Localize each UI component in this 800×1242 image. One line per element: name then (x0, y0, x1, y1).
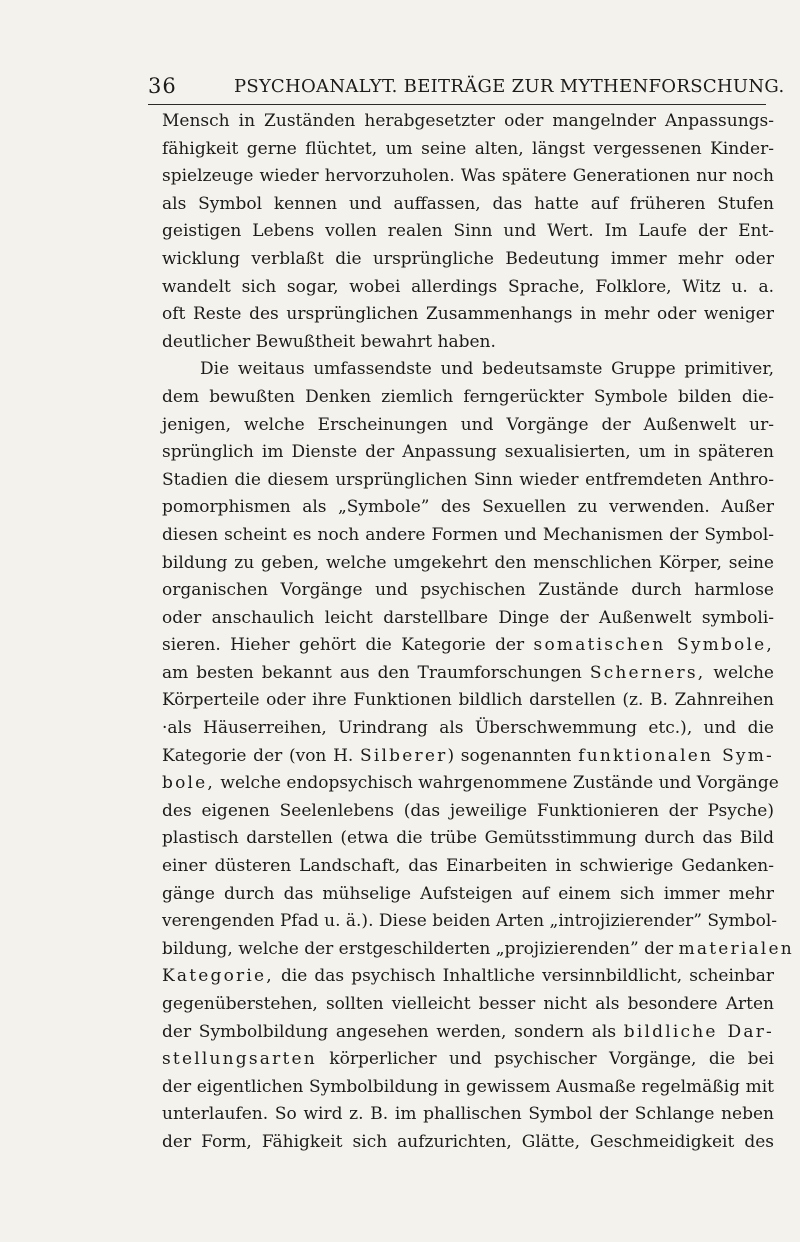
text-run: körperlicher und psychischer Vorgänge, die bei (316, 1049, 774, 1070)
text-line: wicklung verblaßt die ursprüngliche Bedeutung immer mehr oder (162, 248, 774, 269)
text-line: diesen scheint es noch andere Formen und Mechanismen der Symbol- (162, 524, 774, 545)
text-run: sieren. Hieher gehört die Kategorie der (162, 635, 534, 656)
text-run: der Symbolbildung angesehen werden, sondern als (162, 1021, 624, 1042)
text-line: organischen Vorgänge und psychischen Zustände durch harmlose (162, 580, 774, 601)
spaced-term: bildliche Dar- (623, 1021, 774, 1042)
text-line: spielzeuge wieder hervorzuholen. Was spätere Generationen nur noch (162, 166, 774, 187)
text-line: Mensch in Zuständen herabgesetzter oder mangelnder Anpassungs- (162, 111, 774, 131)
text-line: als Symbol kennen und auffassen, das hatte auf früheren Stufen (162, 193, 774, 214)
text-line (162, 1019, 774, 1047)
header-rule (148, 104, 766, 105)
text-line (162, 963, 774, 991)
text-line: fähigkeit gerne flüchtet, um seine alten, längst vergessenen Kinder- (162, 138, 774, 159)
text-line (162, 632, 774, 660)
spaced-term: Kategorie, (162, 966, 274, 987)
text-run: ) sogenannten (447, 745, 579, 766)
text-line: Stadien die diesem ursprünglichen Sinn wieder entfremdeten Anthro- (162, 469, 774, 490)
text-line: pomorphismen als „Symbole” des Sexuellen zu verwenden. Außer (162, 497, 774, 518)
page-header (148, 74, 785, 104)
text-line: einer düsteren Landschaft, das Einarbeiten in schwierige Gedanken- (162, 856, 774, 877)
text-line: oder anschaulich leicht darstellbare Dinge der Außenwelt symboli- (162, 607, 774, 628)
text-run: bildung, welche der erstgeschilderten „projizierenden” der (162, 938, 679, 959)
text-line (162, 743, 774, 771)
text-line: oft Reste des ursprünglichen Zusammenhangs in mehr oder weniger (162, 304, 774, 325)
spaced-name: Scherners, (589, 662, 706, 683)
text-run: die das psychisch Inhaltliche versinnbildlicht, scheinbar (273, 966, 774, 987)
running-title: PSYCHOANALYT. BEITRÄGE ZUR MYTHENFORSCHUNG. (234, 76, 785, 97)
text-line: der Form, Fähigkeit sich aufzurichten, Glätte, Geschmeidigkeit des (162, 1131, 774, 1152)
text-run: welche endopsychisch wahrgenommene Zustände und Vorgänge (215, 773, 779, 794)
body-text (162, 108, 794, 1157)
text-line: gegenüberstehen, sollten vielleicht besser nicht als besondere Arten (162, 994, 774, 1014)
text-line: bildung zu geben, welche umgekehrt den menschlichen Körper, seine (162, 552, 774, 573)
text-line: geistigen Lebens vollen realen Sinn und Wert. Im Laufe der Ent- (162, 221, 774, 242)
spaced-term: stellungsarten (162, 1049, 317, 1070)
text-line: gänge durch das mühselige Aufsteigen auf einem sich immer mehr (162, 883, 774, 904)
text-line (162, 936, 794, 964)
spaced-term: bole, (162, 773, 216, 794)
text-run: Kategorie der (von H. (162, 745, 361, 766)
text-line: deutlicher Bewußtheit bewahrt haben. (162, 331, 496, 352)
text-line: wandelt sich sogar, wobei allerdings Sprache, Folklore, Witz u. a. (162, 276, 774, 297)
text-line: unterlaufen. So wird z. B. im phallischen Symbol der Schlange neben (162, 1104, 774, 1125)
text-line: des eigenen Seelenlebens (das jeweilige Funktionieren der Psyche) (162, 800, 774, 821)
paragraph-start-line: Die weitaus umfassendste und bedeutsamste Gruppe primitiver, (200, 359, 774, 380)
spaced-name: Silberer (360, 745, 448, 766)
text-line: Körperteile oder ihre Funktionen bildlich darstellen (z. B. Zahnreihen (162, 690, 774, 711)
text-line (162, 770, 779, 798)
page-number: 36 (148, 74, 177, 98)
text-line: plastisch darstellen (etwa die trübe Gemütsstimmung durch das Bild (162, 828, 774, 849)
text-line: sprünglich im Dienste der Anpassung sexualisierten, um in späteren (162, 442, 774, 463)
text-line: ·als Häuserreihen, Urindrang als Überschwemmung etc.), und die (162, 718, 774, 739)
text-line (162, 1046, 774, 1074)
text-line: dem bewußten Denken ziemlich ferngerückter Symbole bilden die- (162, 386, 774, 407)
spaced-term: funktionalen Sym- (578, 745, 774, 766)
text-run: welche (705, 662, 774, 683)
text-line: verengenden Pfad u. ä.). Diese beiden Arten „introjizierender” Symbol- (162, 911, 778, 932)
spaced-term: somatischen Symbole, (533, 635, 774, 656)
spaced-term: materialen (678, 938, 794, 959)
text-line: der eigentlichen Symbolbildung in gewissem Ausmaße regelmäßig mit (162, 1076, 774, 1097)
text-line (162, 660, 774, 688)
text-run: am besten bekannt aus den Traumforschungen (162, 662, 590, 683)
text-line: jenigen, welche Erscheinungen und Vorgänge der Außenwelt ur- (162, 414, 774, 435)
